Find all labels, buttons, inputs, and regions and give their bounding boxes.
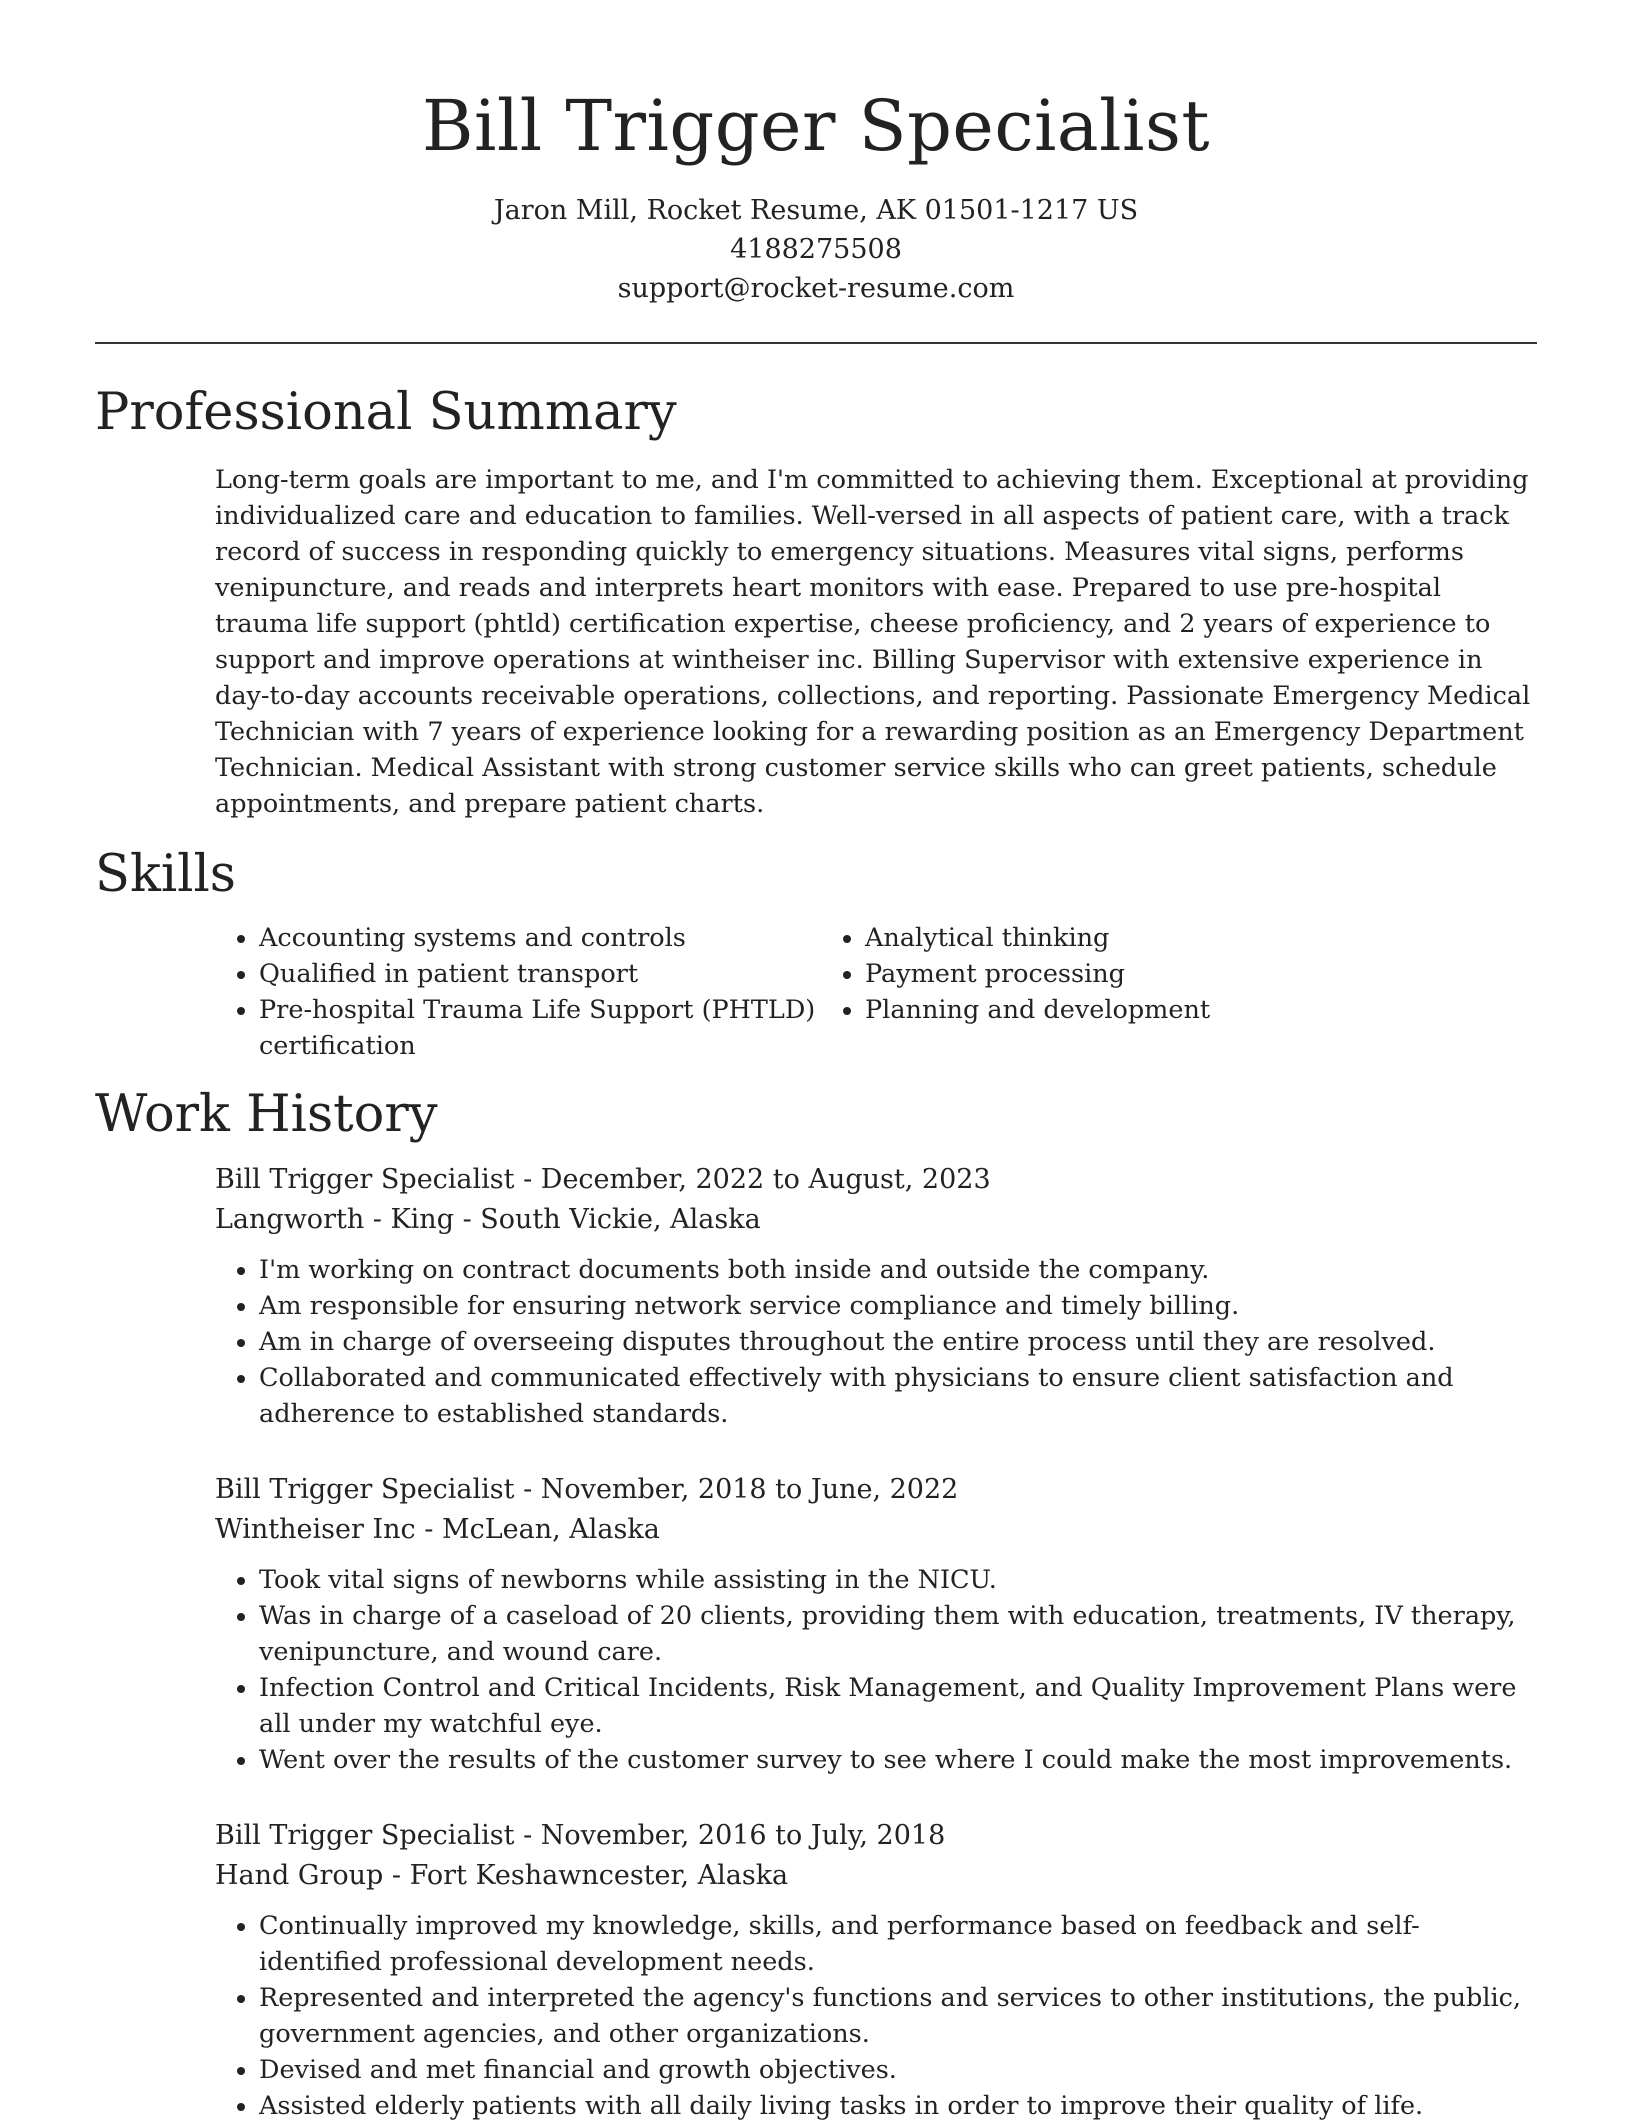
- job-company-line: [215, 1856, 1537, 1896]
- job-company: Wintheiser Inc: [215, 1514, 416, 1545]
- job-duty: • Am in charge of overseeing disputes throughout the entire process until they are resolved.: [259, 1324, 1537, 1360]
- job-duty: • Collaborated and communicated effectively with physicians to ensure client satisfaction and adherence to established standards.: [259, 1360, 1537, 1432]
- skill-item: • Analytical thinking: [865, 920, 1421, 956]
- job-location: - Fort Keshawncester, Alaska: [383, 1860, 789, 1891]
- job-entry: [215, 1816, 1537, 2124]
- job-entry: [215, 1470, 1537, 1778]
- contact-phone: 4188275508: [730, 234, 902, 265]
- job-duty: • Continually improved my knowledge, skills, and performance based on feedback and self-identified professional development needs.: [259, 1908, 1537, 1980]
- skill-item: • Pre-hospital Trauma Life Support (PHTLD) certification: [259, 992, 821, 1064]
- job-company-line: [215, 1200, 1537, 1240]
- work-history-list: [95, 1160, 1537, 2124]
- skills-heading: Skills: [95, 845, 236, 904]
- job-duty: • Devised and met financial and growth objectives.: [259, 2052, 1537, 2088]
- skill-item: • Qualified in patient transport: [259, 956, 821, 992]
- work-history-heading: Work History: [95, 1085, 438, 1144]
- job-dates: - November, 2016 to July, 2018: [514, 1820, 946, 1851]
- resume-header: [95, 0, 1537, 308]
- contact-address: Jaron Mill, Rocket Resume, AK 01501-1217 US: [493, 195, 1139, 226]
- job-dates: - December, 2022 to August, 2023: [514, 1164, 991, 1195]
- skill-item: • Planning and development: [865, 992, 1421, 1028]
- skills-column-left: [215, 920, 821, 1064]
- job-location: - McLean, Alaska: [415, 1514, 660, 1545]
- job-duty: • I'm working on contract documents both inside and outside the company.: [259, 1252, 1537, 1288]
- job-company: Langworth - King: [215, 1204, 454, 1235]
- header-divider: [95, 342, 1537, 344]
- job-title: Bill Trigger Specialist: [215, 1474, 515, 1505]
- job-company: Hand Group: [215, 1860, 384, 1891]
- job-duty: • Infection Control and Critical Incidents, Risk Management, and Quality Improvement Plans were all under my watchful eye.: [259, 1670, 1537, 1742]
- candidate-name: Bill Trigger Specialist: [422, 85, 1210, 167]
- summary-heading: Professional Summary: [95, 383, 677, 442]
- job-title-line: [215, 1816, 1537, 1856]
- job-duty: • Went over the results of the customer survey to see where I could make the most improvements.: [259, 1742, 1537, 1778]
- job-duty: • Am responsible for ensuring network service compliance and timely billing.: [259, 1288, 1537, 1324]
- job-duties: [215, 1562, 1537, 1778]
- job-duties: [215, 1252, 1537, 1432]
- job-company-line: [215, 1510, 1537, 1550]
- summary-text: Long-term goals are important to me, and I'm committed to achieving them. Exceptional at providing individualized care and education to families. Well-versed in all aspects of patient care, with a track record of success in responding quickly to emergency situations. Measures vital signs, performs venipuncture, and reads and interprets heart monitors with ease. Prepared to use pre-hospital trauma life support (phtld) certification expertise, cheese proficiency, and 2 years of experience to support and improve operations at wintheiser inc. Billing Supervisor with extensive experience in day-to-day accounts receivable operations, collections, and reporting. Passionate Emergency Medical Technician with 7 years of experience looking for a rewarding position as an Emergency Department Technician. Medical Assistant with strong customer service skills who can greet patients, schedule appointments, and prepare patient charts.: [215, 465, 1531, 819]
- job-title-line: [215, 1160, 1537, 1200]
- job-entry: [215, 1160, 1537, 1432]
- job-duty: • Was in charge of a caseload of 20 clients, providing them with education, treatments, IV therapy, venipuncture, and wound care.: [259, 1598, 1537, 1670]
- job-dates: - November, 2018 to June, 2022: [514, 1474, 959, 1505]
- job-duty: • Represented and interpreted the agency's functions and services to other institutions, the public, government agencies, and other organizations.: [259, 1980, 1537, 2052]
- job-title-line: [215, 1470, 1537, 1510]
- job-title: Bill Trigger Specialist: [215, 1164, 515, 1195]
- skills-column-right: [821, 920, 1421, 1064]
- job-duties: [215, 1908, 1537, 2124]
- job-title: Bill Trigger Specialist: [215, 1820, 515, 1851]
- job-duty: • Took vital signs of newborns while assisting in the NICU.: [259, 1562, 1537, 1598]
- contact-email: support@rocket-resume.com: [617, 273, 1015, 304]
- skill-item: • Accounting systems and controls: [259, 920, 821, 956]
- skills-list: [95, 920, 1537, 1064]
- skill-item: • Payment processing: [865, 956, 1421, 992]
- job-duty: • Assisted elderly patients with all daily living tasks in order to improve their quality of life.: [259, 2088, 1537, 2124]
- job-location: - South Vickie, Alaska: [453, 1204, 761, 1235]
